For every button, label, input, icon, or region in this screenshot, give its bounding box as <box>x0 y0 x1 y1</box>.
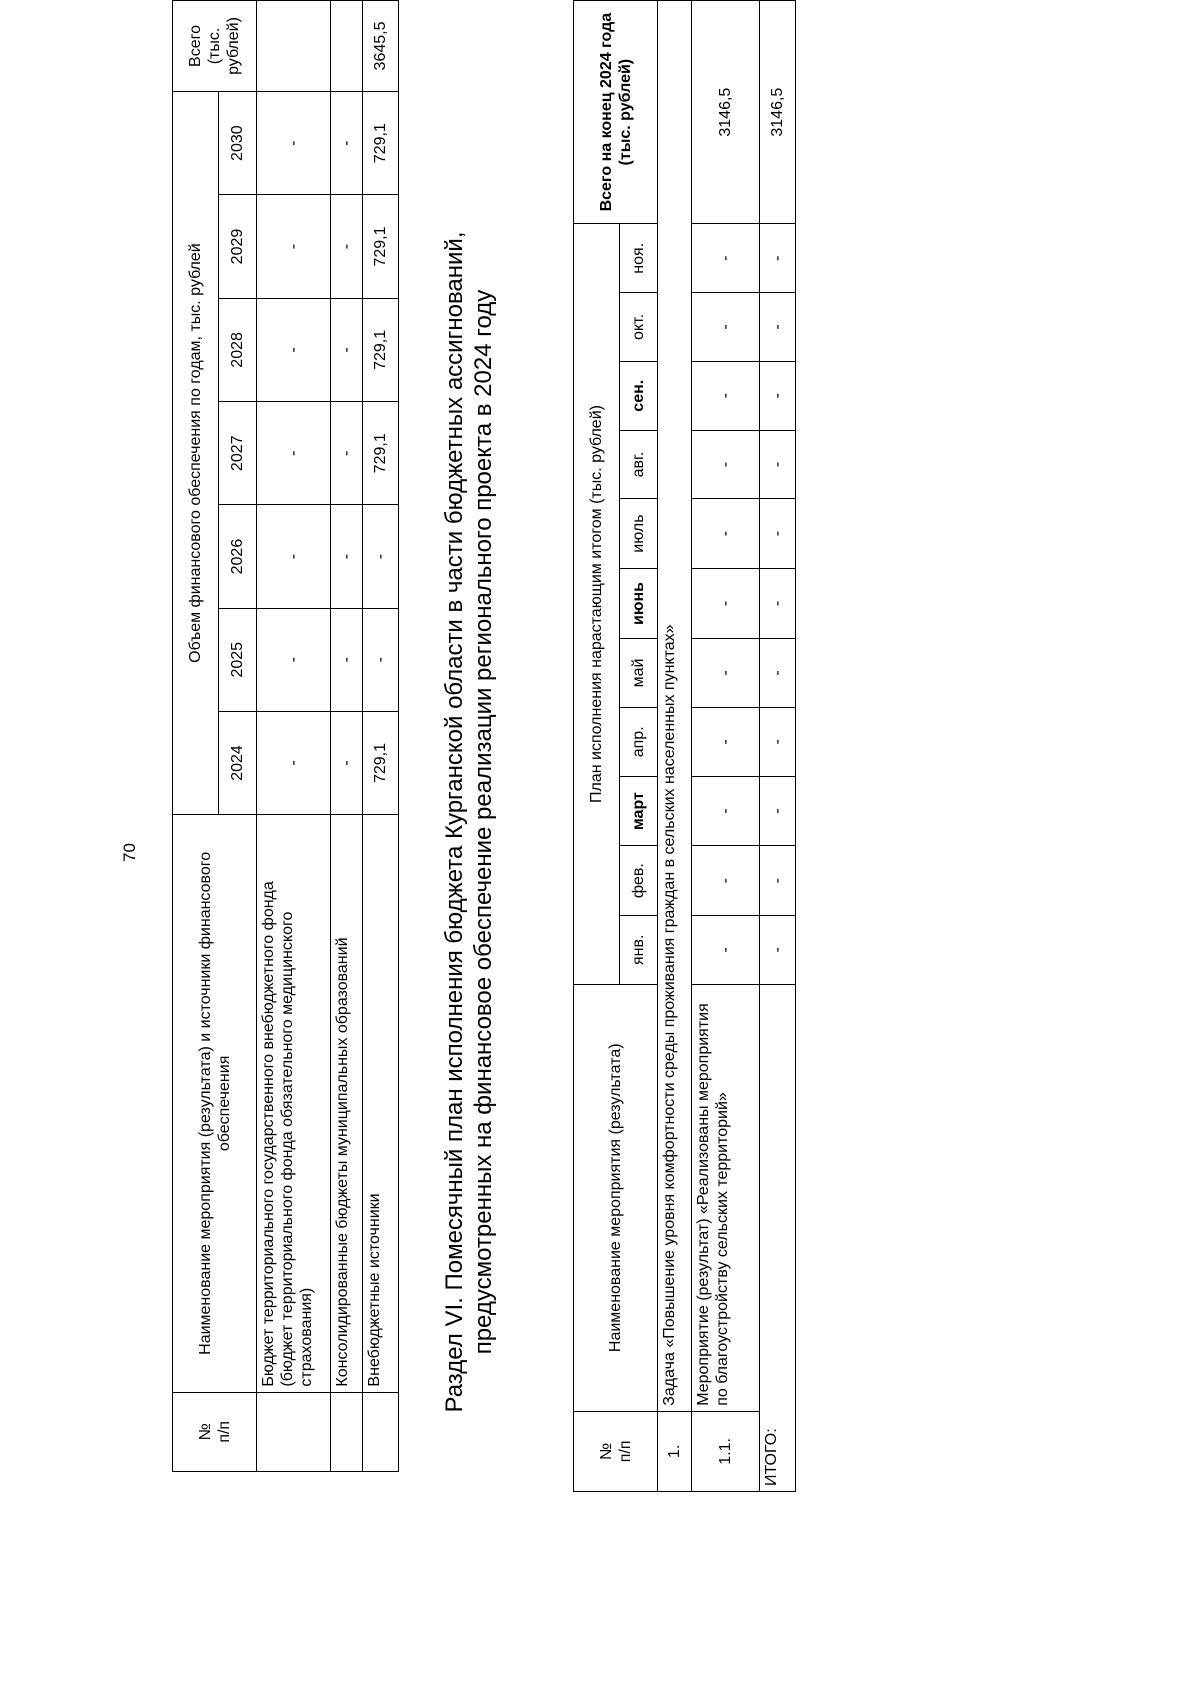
t2-total-cell: - <box>760 915 796 984</box>
t2-head-plan: План исполнения нарастающим итогом (тыс. рублей) <box>574 224 620 984</box>
t2-cell: - <box>692 293 760 361</box>
t1-row-total <box>331 1 363 92</box>
t1-row-name: Бюджет территориального государственного внебюджетного фонда (бюджет территориального фонда обязательного медицинского страхования) <box>257 815 331 1392</box>
t2-total-cell: - <box>760 707 796 776</box>
t1-cell: 729,1 <box>363 711 399 814</box>
t1-cell: 729,1 <box>363 91 399 194</box>
t1-cell: - <box>257 608 331 711</box>
section-title-line1: Раздел VI. Помесячный план исполнения бюджета Курганской области в части бюджетных ассигнований, <box>441 231 468 1413</box>
t2-row-num: 1.1. <box>692 1411 760 1491</box>
t1-head-total: Всего (тыс. рублей) <box>173 1 257 92</box>
page-number: 70 <box>120 843 139 862</box>
t1-cell: - <box>331 711 363 814</box>
section-title <box>440 162 498 1482</box>
t2-total-cell: - <box>760 568 796 638</box>
t2-cell: - <box>692 499 760 569</box>
t1-year: 2024 <box>219 711 257 814</box>
t1-head-num: № п/п <box>173 1392 257 1471</box>
t1-cell: 729,1 <box>363 402 399 505</box>
t2-total-cell: - <box>760 776 796 846</box>
t2-cell: - <box>692 707 760 776</box>
t2-month: ноя. <box>620 224 658 293</box>
t1-head-volume: Объем финансового обеспечения по годам, тыс. рублей <box>173 91 219 814</box>
t1-row-num <box>331 1392 363 1471</box>
t2-total-cell: - <box>760 499 796 569</box>
t1-row-total <box>257 1 331 92</box>
t1-row-num <box>257 1392 331 1471</box>
t2-cell: - <box>692 846 760 915</box>
t2-month: сен. <box>620 361 658 430</box>
t2-month: окт. <box>620 293 658 361</box>
monthly-plan-table <box>573 0 796 1492</box>
t1-year: 2027 <box>219 402 257 505</box>
t1-cell: - <box>257 402 331 505</box>
t2-total-cell: - <box>760 293 796 361</box>
t2-total-row <box>760 1 796 1492</box>
t2-task-text: Задача «Повышение уровня комфортности среды проживания граждан в сельских населенных пунктах» <box>658 1 692 1412</box>
t2-total-cell: - <box>760 224 796 293</box>
t1-row-name: Консолидированные бюджеты муниципальных образований <box>331 815 363 1392</box>
t2-head-total: Всего на конец 2024 года (тыс. рублей) <box>574 1 658 224</box>
t1-cell: - <box>257 711 331 814</box>
t1-cell: - <box>331 608 363 711</box>
t2-cell: - <box>692 361 760 430</box>
t2-month: июнь <box>620 568 658 638</box>
t1-cell: - <box>363 608 399 711</box>
t1-cell: - <box>257 505 331 608</box>
t1-cell: - <box>331 402 363 505</box>
t1-cell: - <box>257 195 331 298</box>
t2-cell: - <box>692 639 760 708</box>
section-title-line2: предусмотренных на финансовое обеспечение реализации регионального проекта в 2024 году <box>470 289 497 1355</box>
t1-row-total: 3645,5 <box>363 1 399 92</box>
t2-total-value: 3146,5 <box>760 1 796 224</box>
t1-row <box>331 1 363 1472</box>
t2-head-num: № п/п <box>574 1411 658 1491</box>
t2-total-cell: - <box>760 639 796 708</box>
t1-year: 2025 <box>219 608 257 711</box>
t1-cell: - <box>331 91 363 194</box>
t2-task-num: 1. <box>658 1411 692 1491</box>
t2-cell: - <box>692 224 760 293</box>
t2-total-label: ИТОГО: <box>760 984 796 1491</box>
financing-by-year-table <box>172 0 399 1472</box>
t1-cell: - <box>363 505 399 608</box>
t1-cell: - <box>257 91 331 194</box>
t2-month: май <box>620 639 658 708</box>
t2-cell: - <box>692 430 760 498</box>
t2-cell: - <box>692 776 760 846</box>
t1-cell: 729,1 <box>363 298 399 401</box>
t2-total-cell: - <box>760 361 796 430</box>
t2-row-total: 3146,5 <box>692 1 760 224</box>
t1-year: 2030 <box>219 91 257 194</box>
t2-cell: - <box>692 915 760 984</box>
t2-row <box>692 1 760 1492</box>
t1-cell: 729,1 <box>363 195 399 298</box>
t1-head-name: Наименование мероприятия (результата) и источники финансового обеспечения <box>173 815 257 1392</box>
t1-cell: - <box>257 298 331 401</box>
t1-row <box>363 1 399 1472</box>
t2-month: фев. <box>620 846 658 915</box>
t1-year: 2026 <box>219 505 257 608</box>
t2-month: март <box>620 776 658 846</box>
t2-month: авг. <box>620 430 658 498</box>
t2-total-cell: - <box>760 846 796 915</box>
t1-year: 2028 <box>219 298 257 401</box>
t2-row-name: Мероприятие (результат) «Реализованы мероприятия по благоустройству сельских территорий» <box>692 984 760 1411</box>
t1-cell: - <box>331 195 363 298</box>
t2-head-name: Наименование мероприятия (результата) <box>574 984 658 1411</box>
t1-row <box>257 1 331 1472</box>
t1-year: 2029 <box>219 195 257 298</box>
t1-row-num <box>363 1392 399 1471</box>
t1-cell: - <box>331 505 363 608</box>
t2-task-row <box>658 1 692 1492</box>
t1-cell: - <box>331 298 363 401</box>
t1-row-name: Внебюджетные источники <box>363 815 399 1392</box>
t2-month: апр. <box>620 707 658 776</box>
t2-total-cell: - <box>760 430 796 498</box>
t2-month: янв. <box>620 915 658 984</box>
t2-month: июль <box>620 499 658 569</box>
t2-cell: - <box>692 568 760 638</box>
